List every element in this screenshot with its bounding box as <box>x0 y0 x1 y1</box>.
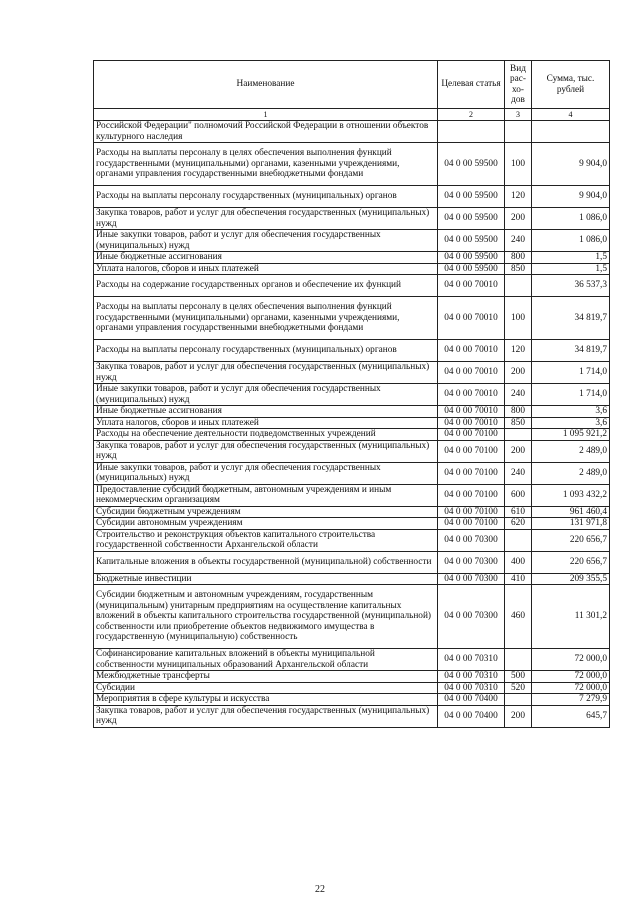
row-target-article: 04 0 00 59500 <box>438 252 505 264</box>
table-row <box>94 484 610 506</box>
row-target-article: 04 0 00 70400 <box>438 705 505 727</box>
row-name: Иные закупки товаров, работ и услуг для обеспечения государственных (муниципальных) нужд <box>94 462 438 484</box>
row-target-article: 04 0 00 70100 <box>438 506 505 518</box>
row-amount: 1,5 <box>532 252 610 264</box>
row-amount: 3,6 <box>532 406 610 418</box>
table-row <box>94 297 610 340</box>
row-name: Предоставление субсидий бюджетным, автономным учреждениям и иным некоммерческим организациям <box>94 484 438 506</box>
table-row <box>94 208 610 230</box>
row-target-article: 04 0 00 70310 <box>438 671 505 683</box>
row-name: Иные бюджетные ассигнования <box>94 252 438 264</box>
row-name: Закупка товаров, работ и услуг для обеспечения государственных (муниципальных) нужд <box>94 362 438 384</box>
table-row <box>94 518 610 530</box>
row-target-article: 04 0 00 70010 <box>438 362 505 384</box>
row-amount: 9 904,0 <box>532 186 610 208</box>
column-number: 3 <box>505 109 532 121</box>
table-row <box>94 417 610 429</box>
row-expense-type: 600 <box>505 484 532 506</box>
table-row <box>94 506 610 518</box>
row-expense-type: 850 <box>505 417 532 429</box>
table-row <box>94 429 610 441</box>
row-amount: 131 971,8 <box>532 518 610 530</box>
row-name: Субсидии бюджетным и автономным учреждениям, государственным (муниципальным) унитарным предприятиям на осуществление капитальных вложений в объекты капитального строительства государственной (муниципальной) собственности или приобретение объектов недвижимого имущества в государственную (муниципальную) собственность <box>94 585 438 649</box>
row-target-article: 04 0 00 70100 <box>438 440 505 462</box>
row-expense-type: 120 <box>505 186 532 208</box>
row-amount: 36 537,3 <box>532 275 610 297</box>
table-row <box>94 340 610 362</box>
row-expense-type: 850 <box>505 263 532 275</box>
row-expense-type: 610 <box>505 506 532 518</box>
header-type: Вид рас-хо-дов <box>505 61 532 109</box>
row-amount: 1 714,0 <box>532 384 610 406</box>
row-expense-type: 620 <box>505 518 532 530</box>
row-name: Иные закупки товаров, работ и услуг для обеспечения государственных (муниципальных) нужд <box>94 384 438 406</box>
row-name: Иные закупки товаров, работ и услуг для обеспечения государственных (муниципальных) нужд <box>94 230 438 252</box>
row-expense-type: 120 <box>505 340 532 362</box>
row-name: Строительство и реконструкция объектов капитального строительства государственной собственности Архангельской области <box>94 529 438 551</box>
row-target-article: 04 0 00 70400 <box>438 694 505 706</box>
table-row <box>94 252 610 264</box>
header-sum: Сумма, тыс. рублей <box>532 61 610 109</box>
column-number: 2 <box>438 109 505 121</box>
row-target-article: 04 0 00 70010 <box>438 275 505 297</box>
row-target-article: 04 0 00 70300 <box>438 573 505 585</box>
row-expense-type <box>505 649 532 671</box>
table-row <box>94 529 610 551</box>
row-name: Иные бюджетные ассигнования <box>94 406 438 418</box>
row-target-article: 04 0 00 70010 <box>438 384 505 406</box>
row-amount: 7 279,9 <box>532 694 610 706</box>
row-target-article: 04 0 00 70100 <box>438 518 505 530</box>
row-amount: 2 489,0 <box>532 462 610 484</box>
row-name: Расходы на обеспечение деятельности подведомственных учреждений <box>94 429 438 441</box>
table-row <box>94 143 610 186</box>
row-amount: 645,7 <box>532 705 610 727</box>
table-row <box>94 275 610 297</box>
row-name: Расходы на выплаты персоналу государственных (муниципальных) органов <box>94 186 438 208</box>
budget-table <box>93 60 610 728</box>
row-amount: 11 301,2 <box>532 585 610 649</box>
row-expense-type <box>505 275 532 297</box>
row-name: Межбюджетные трансферты <box>94 671 438 683</box>
row-name: Расходы на содержание государственных органов и обеспечение их функций <box>94 275 438 297</box>
row-name: Субсидии автономным учреждениям <box>94 518 438 530</box>
row-name: Субсидии <box>94 682 438 694</box>
row-expense-type: 520 <box>505 682 532 694</box>
table-row <box>94 440 610 462</box>
row-target-article: 04 0 00 70310 <box>438 649 505 671</box>
table-row <box>94 186 610 208</box>
row-amount: 220 656,7 <box>532 529 610 551</box>
row-target-article: 04 0 00 70300 <box>438 529 505 551</box>
row-name: Мероприятия в сфере культуры и искусства <box>94 694 438 706</box>
row-name: Расходы на выплаты персоналу в целях обеспечения выполнения функций государственными (муниципальными) органами, казенными учреждениями, органами управления государственными внебюджетными фондами <box>94 143 438 186</box>
row-amount: 209 355,5 <box>532 573 610 585</box>
table-row <box>94 362 610 384</box>
row-amount: 1,5 <box>532 263 610 275</box>
row-amount: 72 000,0 <box>532 682 610 694</box>
table-row <box>94 462 610 484</box>
row-amount: 34 819,7 <box>532 340 610 362</box>
row-expense-type: 100 <box>505 143 532 186</box>
column-number: 4 <box>532 109 610 121</box>
row-name: Российской Федерации" полномочий Российской Федерации в отношении объектов культурного наследия <box>94 121 438 143</box>
table-row <box>94 671 610 683</box>
row-expense-type: 240 <box>505 384 532 406</box>
row-amount: 2 489,0 <box>532 440 610 462</box>
row-target-article: 04 0 00 59500 <box>438 208 505 230</box>
header-code: Целевая статья <box>438 61 505 109</box>
table-header <box>94 61 610 121</box>
row-amount: 1 095 921,2 <box>532 429 610 441</box>
row-expense-type: 410 <box>505 573 532 585</box>
row-expense-type <box>505 694 532 706</box>
row-target-article: 04 0 00 70010 <box>438 297 505 340</box>
row-target-article: 04 0 00 70100 <box>438 484 505 506</box>
row-target-article: 04 0 00 59500 <box>438 186 505 208</box>
row-expense-type: 200 <box>505 705 532 727</box>
table-row <box>94 682 610 694</box>
row-name: Закупка товаров, работ и услуг для обеспечения государственных (муниципальных) нужд <box>94 208 438 230</box>
budget-table-sheet <box>93 60 609 728</box>
row-amount: 72 000,0 <box>532 671 610 683</box>
row-name: Капитальные вложения в объекты государственной (муниципальной) собственности <box>94 551 438 573</box>
row-name: Расходы на выплаты персоналу государственных (муниципальных) органов <box>94 340 438 362</box>
table-row <box>94 649 610 671</box>
row-expense-type: 200 <box>505 440 532 462</box>
row-target-article: 04 0 00 59500 <box>438 230 505 252</box>
row-name: Софинансирование капитальных вложений в объекты муниципальной собственности муниципальных образований Архангельской области <box>94 649 438 671</box>
row-amount: 961 460,4 <box>532 506 610 518</box>
row-name: Бюджетные инвестиции <box>94 573 438 585</box>
page-number: 22 <box>315 884 325 895</box>
row-amount: 34 819,7 <box>532 297 610 340</box>
row-expense-type <box>505 121 532 143</box>
table-row <box>94 263 610 275</box>
row-amount: 9 904,0 <box>532 143 610 186</box>
row-amount: 3,6 <box>532 417 610 429</box>
row-expense-type: 800 <box>505 406 532 418</box>
row-target-article <box>438 121 505 143</box>
header-name: Наименование <box>94 61 438 109</box>
table-row <box>94 230 610 252</box>
row-expense-type: 200 <box>505 362 532 384</box>
row-target-article: 04 0 00 70010 <box>438 340 505 362</box>
row-target-article: 04 0 00 59500 <box>438 143 505 186</box>
table-row <box>94 551 610 573</box>
row-amount: 72 000,0 <box>532 649 610 671</box>
table-row <box>94 573 610 585</box>
row-amount: 1 093 432,2 <box>532 484 610 506</box>
row-expense-type: 800 <box>505 252 532 264</box>
column-number: 1 <box>94 109 438 121</box>
table-body <box>94 121 610 728</box>
row-expense-type: 400 <box>505 551 532 573</box>
row-name: Уплата налогов, сборов и иных платежей <box>94 263 438 275</box>
row-name: Субсидии бюджетным учреждениям <box>94 506 438 518</box>
row-target-article: 04 0 00 70300 <box>438 585 505 649</box>
row-target-article: 04 0 00 70010 <box>438 406 505 418</box>
row-expense-type <box>505 429 532 441</box>
row-name: Уплата налогов, сборов и иных платежей <box>94 417 438 429</box>
row-expense-type: 500 <box>505 671 532 683</box>
row-name: Закупка товаров, работ и услуг для обеспечения государственных (муниципальных) нужд <box>94 705 438 727</box>
table-row <box>94 406 610 418</box>
row-target-article: 04 0 00 70100 <box>438 462 505 484</box>
row-expense-type: 240 <box>505 230 532 252</box>
row-amount: 1 714,0 <box>532 362 610 384</box>
row-expense-type: 460 <box>505 585 532 649</box>
table-row <box>94 694 610 706</box>
row-amount: 220 656,7 <box>532 551 610 573</box>
row-name: Закупка товаров, работ и услуг для обеспечения государственных (муниципальных) нужд <box>94 440 438 462</box>
row-expense-type: 200 <box>505 208 532 230</box>
row-name: Расходы на выплаты персоналу в целях обеспечения выполнения функций государственными (муниципальными) органами, казенными учреждениями, органами управления государственными внебюджетными фондами <box>94 297 438 340</box>
table-row <box>94 384 610 406</box>
row-target-article: 04 0 00 70100 <box>438 429 505 441</box>
row-expense-type: 100 <box>505 297 532 340</box>
row-amount: 1 086,0 <box>532 230 610 252</box>
row-amount: 1 086,0 <box>532 208 610 230</box>
table-row <box>94 585 610 649</box>
row-target-article: 04 0 00 59500 <box>438 263 505 275</box>
row-expense-type <box>505 529 532 551</box>
row-amount <box>532 121 610 143</box>
table-row <box>94 121 610 143</box>
row-target-article: 04 0 00 70300 <box>438 551 505 573</box>
row-target-article: 04 0 00 70310 <box>438 682 505 694</box>
row-target-article: 04 0 00 70010 <box>438 417 505 429</box>
table-row <box>94 705 610 727</box>
row-expense-type: 240 <box>505 462 532 484</box>
